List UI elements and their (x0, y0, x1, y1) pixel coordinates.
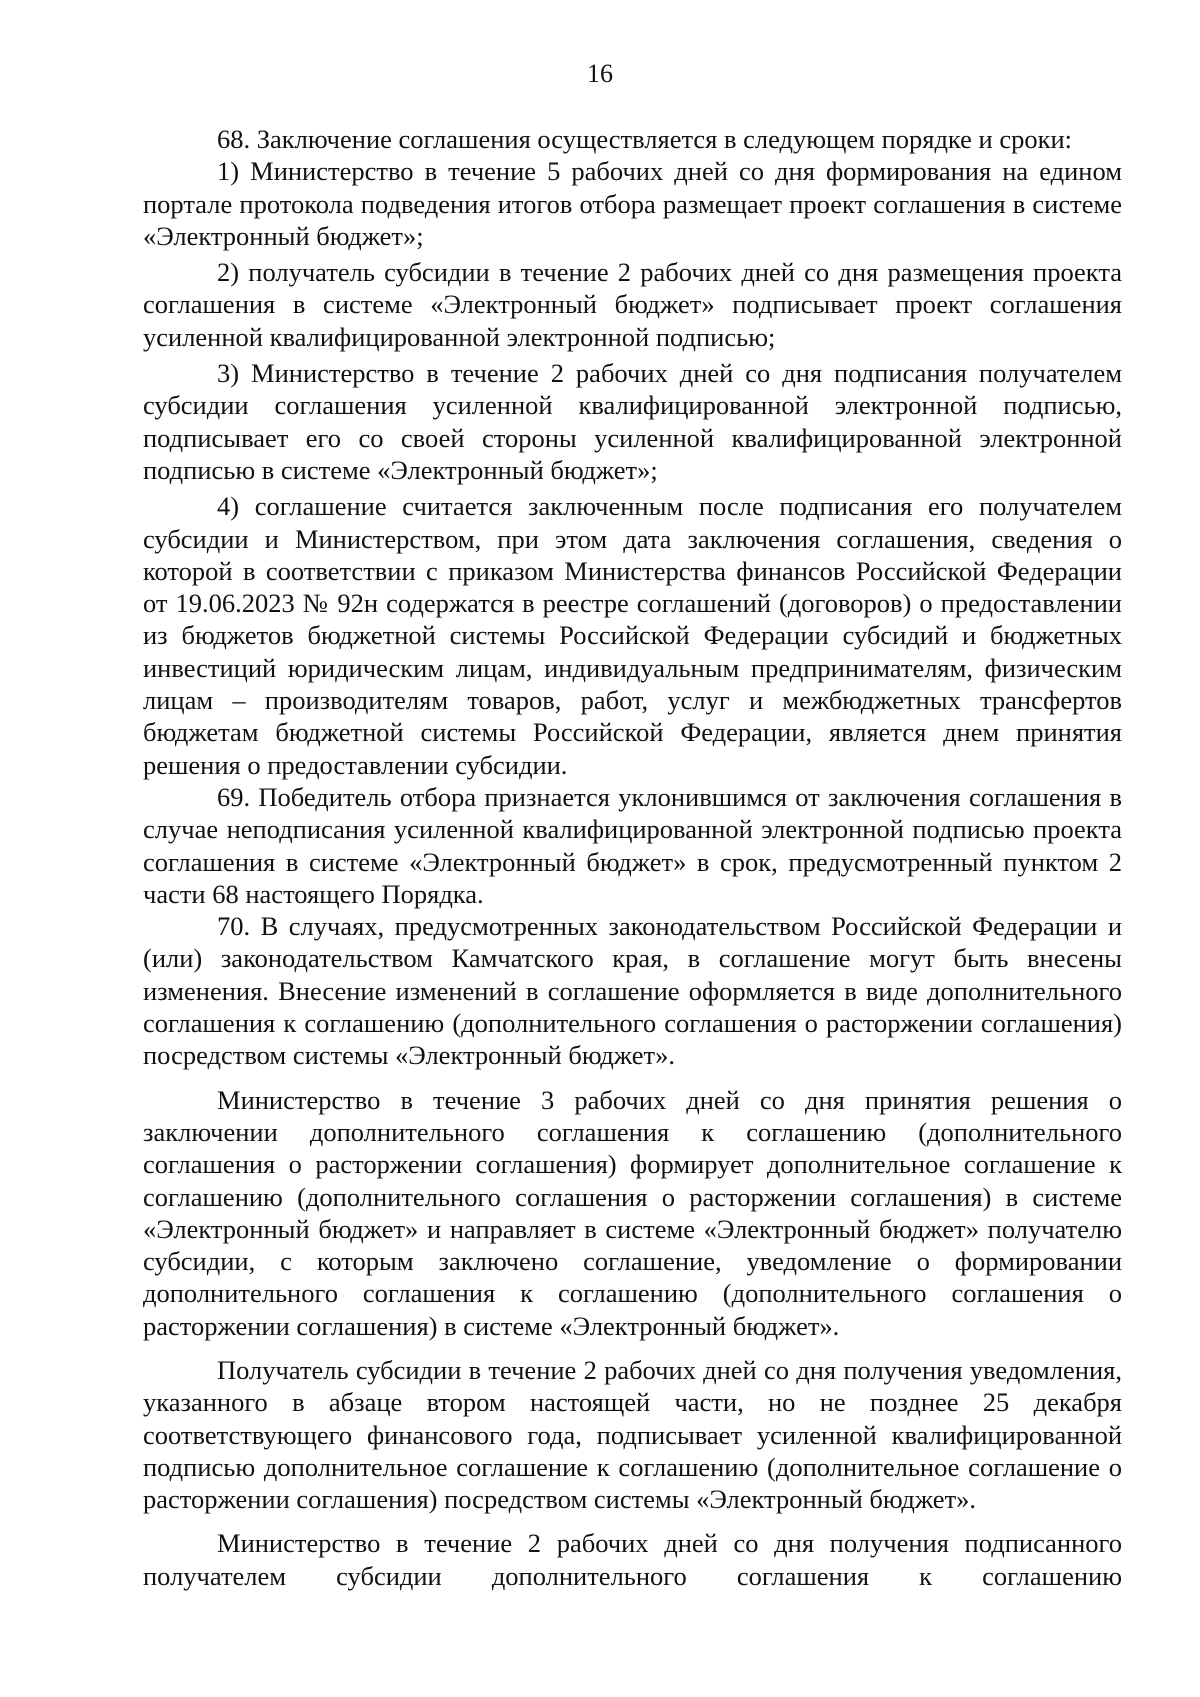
paragraph-68-item-2: 2) получатель субсидии в течение 2 рабочих дней со дня размещения проекта соглашения в системе «Электронный бюджет» подписывает проект соглашения усиленной квалифицированной электронной подписью; (143, 257, 1122, 352)
paragraph-68-item-1: 1) Министерство в течение 5 рабочих дней со дня формирования на едином портале протокола подведения итогов отбора размещает проект соглашения в системе «Электронный бюджет»; (143, 156, 1122, 251)
paragraph-70-recipient-signing: Получатель субсидии в течение 2 рабочих дней со дня получения уведомления, указанного в абзаце втором настоящей части, но не позднее 25 декабря соответствующего финансового года, подписывает усиленной квалифицированной подписью дополнительное соглашение к соглашению (дополнительное соглашение о расторжении соглашения) посредством системы «Электронный бюджет». (143, 1354, 1122, 1515)
document-body (143, 123, 1122, 1592)
paragraph-70-ministry-notice: Министерство в течение 3 рабочих дней со дня принятия решения о заключении дополнительного соглашения к соглашению (дополнительного соглашения о расторжении соглашения) формирует дополнительное соглашение к соглашению (дополнительного соглашения о расторжении соглашения) в системе «Электронный бюджет» и направляет в системе «Электронный бюджет» получателю субсидии, с которым заключено соглашение, уведомление о формировании дополнительного соглашения к соглашению (дополнительного соглашения о расторжении соглашения) в системе «Электронный бюджет». (143, 1084, 1122, 1341)
page-number: 16 (587, 59, 613, 88)
paragraph-68-item-4: 4) соглашение считается заключенным после подписания его получателем субсидии и Министерством, при этом дата заключения соглашения, сведения о которой в соответствии с приказом Министерства финансов Российской Федерации от 19.06.2023 № 92н содержатся в реестре соглашений (договоров) о предоставлении из бюджетов бюджетной системы Российской Федерации субсидий и бюджетных инвестиций юридическим лицам, индивидуальным предпринимателям, физическим лицам – производителям товаров, работ, услуг и межбюджетных трансфертов бюджетам бюджетной системы Российской Федерации, является днем принятия решения о предоставлении субсидии. (143, 491, 1122, 780)
paragraph-68-item-3: 3) Министерство в течение 2 рабочих дней со дня подписания получателем субсидии соглашения усиленной квалифицированной электронной подписью, подписывает его со своей стороны усиленной квалифицированной электронной подписью в системе «Электронный бюджет»; (143, 358, 1122, 485)
paragraph-70: 70. В случаях, предусмотренных законодательством Российской Федерации и (или) законодательством Камчатского края, в соглашение могут быть внесены изменения. Внесение изменений в соглашение оформляется в виде дополнительного соглашения к соглашению (дополнительного соглашения о расторжении соглашения) посредством системы «Электронный бюджет». (143, 911, 1122, 1071)
paragraph-70-ministry-signing: Министерство в течение 2 рабочих дней со дня получения подписанного получателем субсидии дополнительного соглашения к соглашению (143, 1528, 1122, 1591)
paragraph-69: 69. Победитель отбора признается уклонившимся от заключения соглашения в случае неподписания усиленной квалифицированной электронной подписью проекта соглашения в системе «Электронный бюджет» в срок, предусмотренный пунктом 2 части 68 настоящего Порядка. (143, 781, 1122, 909)
paragraph-68-intro: 68. Заключение соглашения осуществляется в следующем порядке и сроки: (217, 124, 1073, 154)
